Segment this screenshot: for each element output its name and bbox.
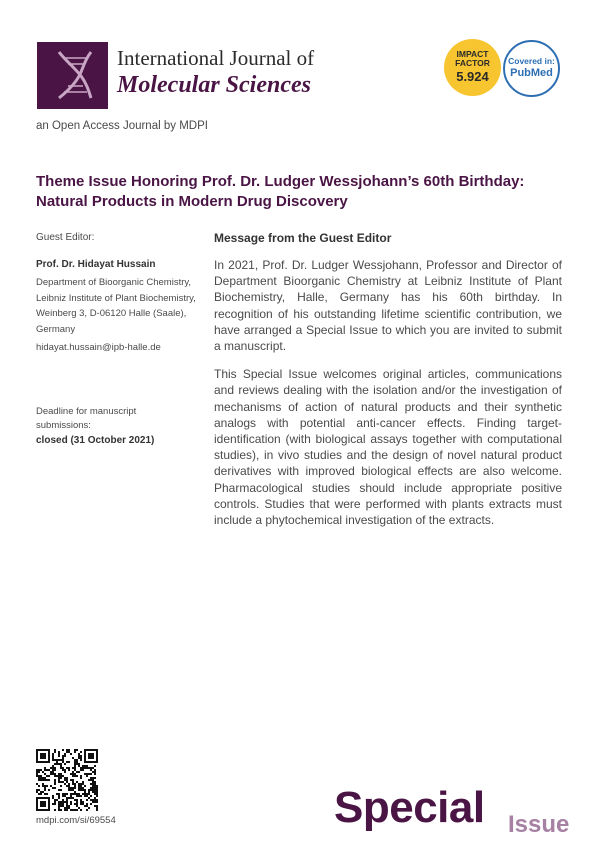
deadline-value: closed (31 October 2021) bbox=[36, 435, 155, 446]
journal-tagline: an Open Access Journal by MDPI bbox=[36, 120, 208, 132]
guest-editor-label: Guest Editor: bbox=[36, 232, 95, 243]
message-heading: Message from the Guest Editor bbox=[214, 231, 392, 245]
sidebar bbox=[36, 232, 196, 446]
deadline-label: Deadline for manuscript submissions: bbox=[36, 406, 137, 431]
editor-name: Prof. Dr. Hidayat Hussain bbox=[36, 259, 156, 270]
main-content bbox=[214, 231, 562, 528]
message-paragraph-1: In 2021, Prof. Dr. Ludger Wessjohann, Professor and Director of Department Bioorganic Chemistry at Leibniz Institute of Plant Biochemistry, Halle, Germany has his 60th birthday. In recognition of his outstanding lifetime scientific contribution, we have arranged a Special Issue to which you are invited to submit a manuscript. bbox=[214, 258, 562, 354]
journal-name-line2: Molecular Sciences bbox=[117, 72, 311, 98]
impact-badge-line2: FACTOR bbox=[455, 58, 490, 68]
qr-code bbox=[36, 749, 98, 816]
qr-code-icon bbox=[36, 749, 98, 811]
impact-badge-line1: IMPACT bbox=[456, 49, 489, 59]
editor-affiliation: Department of Bioorganic Chemistry, Leibniz Institute of Plant Biochemistry, Weinberg 3, D-06120 Halle (Saale), Germany bbox=[36, 277, 196, 335]
special-wordmark: Special bbox=[334, 783, 485, 832]
journal-logo bbox=[37, 42, 108, 109]
dna-helix-icon bbox=[37, 42, 108, 109]
pubmed-badge-line1: Covered in: bbox=[508, 56, 555, 66]
editor-email[interactable]: hidayat.hussain@ipb-halle.de bbox=[36, 342, 161, 353]
issue-wordmark: Issue bbox=[508, 811, 570, 838]
pubmed-badge bbox=[503, 40, 560, 97]
journal-name-line1: International Journal of bbox=[117, 46, 315, 70]
issue-title: Theme Issue Honoring Prof. Dr. Ludger Wessjohann’s 60th Birthday: Natural Products in Modern Drug Discovery bbox=[36, 173, 525, 210]
impact-factor-value: 5.924 bbox=[456, 69, 489, 84]
pubmed-badge-line2: PubMed bbox=[510, 67, 553, 79]
message-paragraph-2: This Special Issue welcomes original articles, communications and reviews dealing with the isolation and/or the investigation of mechanisms of action of natural products and their synthetic analogs with potential anti-cancer effects. Finding target-identification (with biological assays together with computational studies), in vivo studies and the design of novel natural product derivatives with improved biological effects are also welcome. Pharmacological studies should include appropriate positive controls. Studies that were performed with plants extracts must include a phytochemical investigation of the extracts. bbox=[214, 367, 562, 528]
special-issue-url[interactable]: mdpi.com/si/69554 bbox=[36, 815, 116, 826]
impact-factor-badge bbox=[444, 39, 501, 96]
